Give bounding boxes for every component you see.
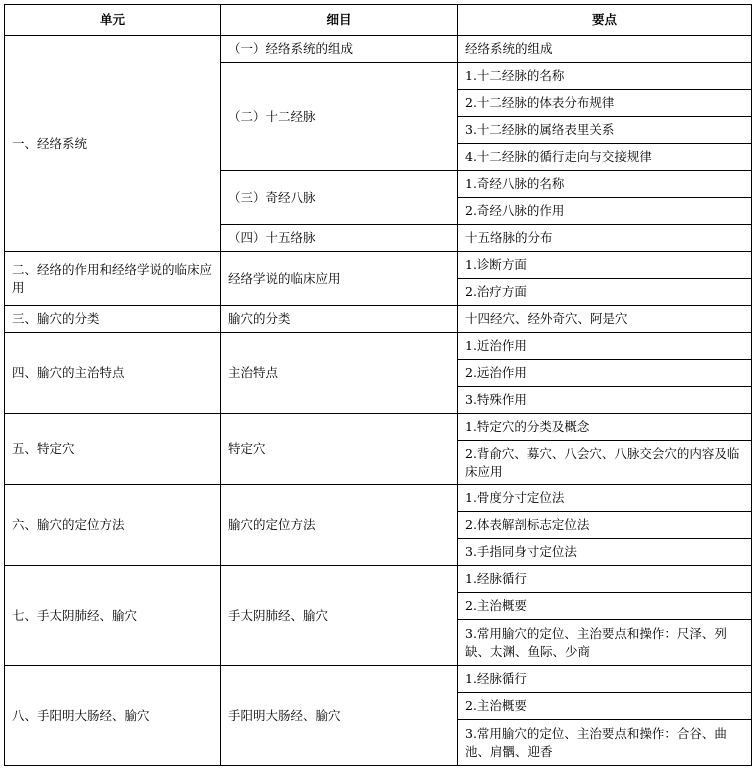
item-cell: 腧穴的分类 <box>221 306 458 333</box>
point-cell: 1.近治作用 <box>458 333 752 360</box>
point-cell: 经络系统的组成 <box>458 36 752 63</box>
table-row <box>5 36 752 63</box>
point-cell: 3.手指同身寸定位法 <box>458 539 752 566</box>
point-cell: 十五络脉的分布 <box>458 225 752 252</box>
point-cell: 1.奇经八脉的名称 <box>458 171 752 198</box>
unit-cell: 二、经络的作用和经络学说的临床应用 <box>5 252 221 306</box>
unit-cell: 八、手阳明大肠经、腧穴 <box>5 666 221 766</box>
point-cell: 2.主治概要 <box>458 693 752 720</box>
table-row <box>5 566 752 593</box>
item-cell: 腧穴的定位方法 <box>221 485 458 566</box>
header-item: 细目 <box>221 5 458 36</box>
point-cell: 1.骨度分寸定位法 <box>458 485 752 512</box>
point-cell: 十四经穴、经外奇穴、阿是穴 <box>458 306 752 333</box>
item-cell: 手阳明大肠经、腧穴 <box>221 666 458 766</box>
unit-cell: 七、手太阴肺经、腧穴 <box>5 566 221 666</box>
table-row <box>5 414 752 441</box>
table-row <box>5 306 752 333</box>
header-row <box>5 5 752 36</box>
point-cell: 2.奇经八脉的作用 <box>458 198 752 225</box>
item-cell: （一）经络系统的组成 <box>221 36 458 63</box>
unit-cell: 六、腧穴的定位方法 <box>5 485 221 566</box>
unit-cell: 四、腧穴的主治特点 <box>5 333 221 414</box>
table-row <box>5 252 752 279</box>
point-cell: 2.远治作用 <box>458 360 752 387</box>
unit-cell: 一、经络系统 <box>5 36 221 252</box>
item-cell: （四）十五络脉 <box>221 225 458 252</box>
point-cell: 2.主治概要 <box>458 593 752 620</box>
point-cell: 1.经脉循行 <box>458 666 752 693</box>
item-cell: 特定穴 <box>221 414 458 485</box>
table-row <box>5 333 752 360</box>
point-cell: 2.十二经脉的体表分布规律 <box>458 90 752 117</box>
point-cell: 4.十二经脉的循行走向与交接规律 <box>458 144 752 171</box>
unit-cell: 五、特定穴 <box>5 414 221 485</box>
point-cell: 2.背俞穴、募穴、八会穴、八脉交会穴的内容及临床应用 <box>458 441 752 485</box>
table-row <box>5 666 752 693</box>
header-point: 要点 <box>458 5 752 36</box>
item-cell: 经络学说的临床应用 <box>221 252 458 306</box>
unit-cell: 三、腧穴的分类 <box>5 306 221 333</box>
table-body <box>5 36 752 766</box>
point-cell: 3.常用腧穴的定位、主治要点和操作：尺泽、列缺、太渊、鱼际、少商 <box>458 620 752 666</box>
point-cell: 2.体表解剖标志定位法 <box>458 512 752 539</box>
header-unit: 单元 <box>5 5 221 36</box>
point-cell: 2.治疗方面 <box>458 279 752 306</box>
point-cell: 3.十二经脉的属络表里关系 <box>458 117 752 144</box>
point-cell: 1.十二经脉的名称 <box>458 63 752 90</box>
item-cell: 主治特点 <box>221 333 458 414</box>
item-cell: 手太阴肺经、腧穴 <box>221 566 458 666</box>
point-cell: 1.诊断方面 <box>458 252 752 279</box>
point-cell: 3.特殊作用 <box>458 387 752 414</box>
point-cell: 1.特定穴的分类及概念 <box>458 414 752 441</box>
syllabus-table <box>4 4 752 766</box>
point-cell: 1.经脉循行 <box>458 566 752 593</box>
item-cell: （三）奇经八脉 <box>221 171 458 225</box>
table-row <box>5 485 752 512</box>
item-cell: （二）十二经脉 <box>221 63 458 171</box>
point-cell: 3.常用腧穴的定位、主治要点和操作：合谷、曲池、肩髃、迎香 <box>458 720 752 766</box>
